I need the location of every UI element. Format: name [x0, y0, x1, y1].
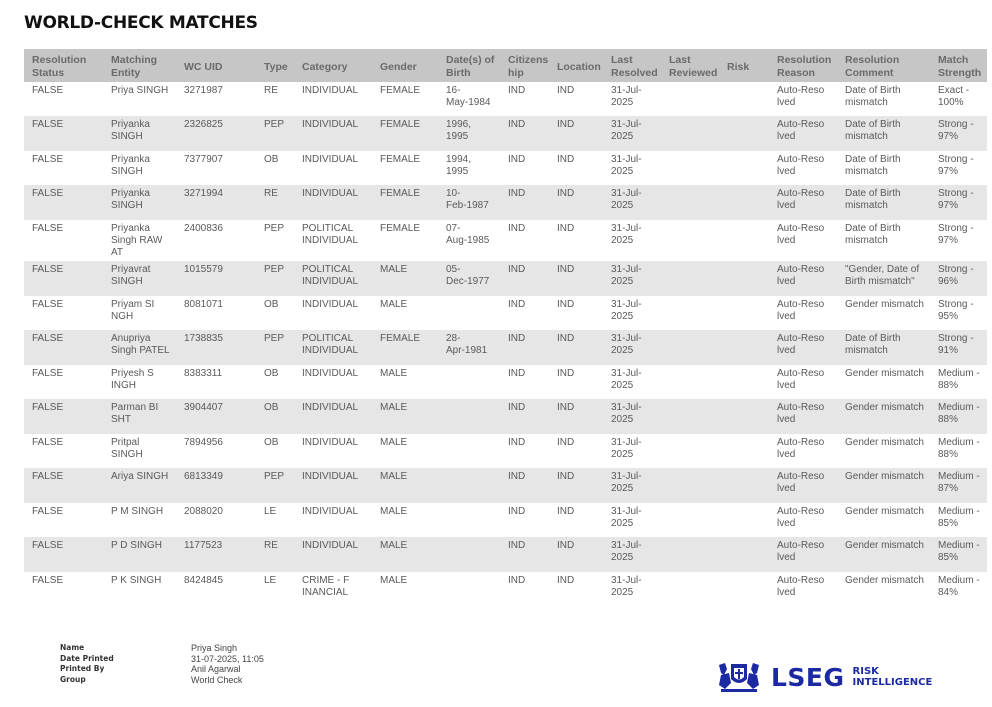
meta-value-printed-by: Anil Agarwal — [191, 664, 241, 674]
cell-type: LE — [256, 572, 294, 606]
cell-location: IND — [549, 151, 603, 185]
cell-match-strength: Medium - 87% — [930, 468, 987, 503]
cell-date-of-birth: 16- May-1984 — [438, 82, 500, 116]
cell-wc-uid: 8081071 — [176, 296, 256, 330]
cell-last-resolved: 31-Jul-2025 — [603, 330, 661, 365]
cell-location: IND — [549, 365, 603, 399]
cell-type: PEP — [256, 330, 294, 365]
cell-date-of-birth — [438, 296, 500, 330]
cell-last-reviewed — [661, 296, 719, 330]
cell-last-reviewed — [661, 330, 719, 365]
cell-gender: FEMALE — [372, 82, 438, 116]
cell-risk — [719, 116, 769, 151]
cell-gender: FEMALE — [372, 185, 438, 220]
cell-category: INDIVIDUAL — [294, 185, 372, 220]
cell-resolution-reason: Auto-Reso lved — [769, 503, 837, 537]
cell-citizenship: IND — [500, 116, 549, 151]
cell-citizenship: IND — [500, 468, 549, 503]
cell-resolution-comment: Date of Birth mismatch — [837, 151, 930, 185]
cell-last-reviewed — [661, 434, 719, 468]
cell-gender: MALE — [372, 399, 438, 434]
column-header-risk: Risk — [719, 49, 769, 82]
cell-resolution-status: FALSE — [24, 296, 103, 330]
cell-category: INDIVIDUAL — [294, 151, 372, 185]
cell-date-of-birth — [438, 434, 500, 468]
cell-resolution-comment: Gender mismatch — [837, 365, 930, 399]
cell-citizenship: IND — [500, 330, 549, 365]
cell-citizenship: IND — [500, 185, 549, 220]
cell-risk — [719, 468, 769, 503]
cell-last-reviewed — [661, 151, 719, 185]
cell-match-strength: Strong - 97% — [930, 116, 987, 151]
cell-date-of-birth: 1996, 1995 — [438, 116, 500, 151]
cell-last-reviewed — [661, 220, 719, 261]
column-header-date-of-birth: Date(s) of Birth — [438, 49, 500, 82]
cell-risk — [719, 537, 769, 572]
lseg-logo — [715, 660, 932, 694]
cell-citizenship: IND — [500, 365, 549, 399]
cell-type: OB — [256, 365, 294, 399]
cell-resolution-reason: Auto-Reso lved — [769, 185, 837, 220]
cell-type: OB — [256, 399, 294, 434]
cell-wc-uid: 8424845 — [176, 572, 256, 606]
cell-resolution-comment: Date of Birth mismatch — [837, 116, 930, 151]
cell-match-strength: Medium - 84% — [930, 572, 987, 606]
column-header-type: Type — [256, 49, 294, 82]
cell-resolution-status: FALSE — [24, 468, 103, 503]
cell-last-resolved: 31-Jul-2025 — [603, 572, 661, 606]
cell-resolution-reason: Auto-Reso lved — [769, 330, 837, 365]
cell-resolution-status: FALSE — [24, 537, 103, 572]
cell-last-reviewed — [661, 365, 719, 399]
cell-resolution-status: FALSE — [24, 116, 103, 151]
cell-location: IND — [549, 468, 603, 503]
cell-last-reviewed — [661, 185, 719, 220]
cell-resolution-reason: Auto-Reso lved — [769, 365, 837, 399]
cell-citizenship: IND — [500, 399, 549, 434]
cell-category: INDIVIDUAL — [294, 503, 372, 537]
cell-date-of-birth: 10- Feb-1987 — [438, 185, 500, 220]
cell-resolution-status: FALSE — [24, 185, 103, 220]
cell-last-reviewed — [661, 537, 719, 572]
meta-label-name: Name — [60, 643, 85, 652]
cell-gender: MALE — [372, 503, 438, 537]
brand-name: LSEG — [771, 662, 845, 692]
cell-type: PEP — [256, 468, 294, 503]
cell-resolution-status: FALSE — [24, 399, 103, 434]
cell-citizenship: IND — [500, 296, 549, 330]
cell-date-of-birth — [438, 365, 500, 399]
cell-type: RE — [256, 82, 294, 116]
cell-type: PEP — [256, 220, 294, 261]
cell-last-resolved: 31-Jul-2025 — [603, 185, 661, 220]
cell-gender: MALE — [372, 468, 438, 503]
cell-risk — [719, 151, 769, 185]
cell-citizenship: IND — [500, 220, 549, 261]
cell-resolution-comment: Gender mismatch — [837, 537, 930, 572]
cell-matching-entity: Priya SINGH — [103, 82, 176, 116]
cell-matching-entity: P K SINGH — [103, 572, 176, 606]
column-header-matching-entity: Matching Entity — [103, 49, 176, 82]
cell-resolution-reason: Auto-Reso lved — [769, 468, 837, 503]
cell-location: IND — [549, 434, 603, 468]
cell-wc-uid: 2088020 — [176, 503, 256, 537]
cell-resolution-reason: Auto-Reso lved — [769, 572, 837, 606]
cell-resolution-reason: Auto-Reso lved — [769, 537, 837, 572]
print-metadata — [60, 643, 311, 685]
cell-matching-entity: Priyanka SINGH — [103, 116, 176, 151]
cell-type: OB — [256, 296, 294, 330]
cell-resolution-comment: Gender mismatch — [837, 296, 930, 330]
cell-type: PEP — [256, 261, 294, 296]
cell-resolution-comment: Gender mismatch — [837, 572, 930, 606]
cell-date-of-birth — [438, 572, 500, 606]
meta-label-printed-by: Printed By — [60, 664, 105, 673]
cell-matching-entity: P M SINGH — [103, 503, 176, 537]
cell-wc-uid: 3271994 — [176, 185, 256, 220]
cell-matching-entity: Priyavrat SINGH — [103, 261, 176, 296]
cell-last-resolved: 31-Jul-2025 — [603, 468, 661, 503]
cell-last-resolved: 31-Jul-2025 — [603, 296, 661, 330]
cell-date-of-birth: 1994, 1995 — [438, 151, 500, 185]
column-header-resolution-reason: Resolution Reason — [769, 49, 837, 82]
cell-resolution-reason: Auto-Reso lved — [769, 434, 837, 468]
cell-resolution-comment: Date of Birth mismatch — [837, 82, 930, 116]
cell-resolution-reason: Auto-Reso lved — [769, 82, 837, 116]
cell-last-reviewed — [661, 82, 719, 116]
cell-gender: FEMALE — [372, 116, 438, 151]
meta-value-name: Priya Singh — [191, 643, 238, 653]
cell-category: CRIME - F INANCIAL — [294, 572, 372, 606]
cell-match-strength: Strong - 95% — [930, 296, 987, 330]
cell-match-strength: Medium - 85% — [930, 503, 987, 537]
cell-resolution-comment: Date of Birth mismatch — [837, 330, 930, 365]
cell-category: POLITICAL INDIVIDUAL — [294, 330, 372, 365]
cell-match-strength: Exact - 100% — [930, 82, 987, 116]
cell-matching-entity: Priyanka Singh RAW AT — [103, 220, 176, 261]
cell-last-resolved: 31-Jul-2025 — [603, 261, 661, 296]
cell-match-strength: Medium - 88% — [930, 399, 987, 434]
cell-wc-uid: 3271987 — [176, 82, 256, 116]
cell-category: INDIVIDUAL — [294, 537, 372, 572]
cell-location: IND — [549, 572, 603, 606]
cell-date-of-birth — [438, 503, 500, 537]
cell-location: IND — [549, 185, 603, 220]
cell-wc-uid: 7894956 — [176, 434, 256, 468]
cell-location: IND — [549, 116, 603, 151]
cell-wc-uid: 1015579 — [176, 261, 256, 296]
cell-type: RE — [256, 185, 294, 220]
cell-wc-uid: 1177523 — [176, 537, 256, 572]
cell-gender: MALE — [372, 261, 438, 296]
cell-wc-uid: 6813349 — [176, 468, 256, 503]
cell-last-resolved: 31-Jul-2025 — [603, 503, 661, 537]
cell-category: INDIVIDUAL — [294, 82, 372, 116]
column-header-last-reviewed: Last Reviewed — [661, 49, 719, 82]
cell-category: POLITICAL INDIVIDUAL — [294, 220, 372, 261]
cell-last-resolved: 31-Jul-2025 — [603, 220, 661, 261]
cell-category: INDIVIDUAL — [294, 296, 372, 330]
cell-gender: MALE — [372, 572, 438, 606]
column-header-citizenship: Citizens hip — [500, 49, 549, 82]
cell-risk — [719, 330, 769, 365]
cell-wc-uid: 2400836 — [176, 220, 256, 261]
meta-value-group: World Check — [191, 674, 243, 685]
cell-risk — [719, 399, 769, 434]
cell-resolution-status: FALSE — [24, 220, 103, 261]
crest-icon — [715, 661, 763, 693]
cell-match-strength: Medium - 88% — [930, 434, 987, 468]
cell-location: IND — [549, 261, 603, 296]
cell-gender: MALE — [372, 434, 438, 468]
column-header-match-strength: Match Strength — [930, 49, 987, 82]
cell-wc-uid: 8383311 — [176, 365, 256, 399]
cell-last-reviewed — [661, 503, 719, 537]
cell-resolution-reason: Auto-Reso lved — [769, 220, 837, 261]
cell-type: OB — [256, 434, 294, 468]
cell-citizenship: IND — [500, 261, 549, 296]
cell-last-reviewed — [661, 261, 719, 296]
cell-matching-entity: Priyesh S INGH — [103, 365, 176, 399]
cell-type: LE — [256, 503, 294, 537]
cell-citizenship: IND — [500, 151, 549, 185]
brand-tagline: RISK INTELLIGENCE — [852, 666, 933, 688]
cell-resolution-reason: Auto-Reso lved — [769, 151, 837, 185]
cell-date-of-birth — [438, 468, 500, 503]
cell-gender: MALE — [372, 296, 438, 330]
cell-gender: FEMALE — [372, 151, 438, 185]
column-header-last-resolved: Last Resolved — [603, 49, 661, 82]
cell-match-strength: Strong - 97% — [930, 220, 987, 261]
cell-last-reviewed — [661, 399, 719, 434]
cell-risk — [719, 296, 769, 330]
cell-type: PEP — [256, 116, 294, 151]
cell-category: INDIVIDUAL — [294, 468, 372, 503]
cell-location: IND — [549, 220, 603, 261]
cell-resolution-status: FALSE — [24, 572, 103, 606]
cell-last-reviewed — [661, 468, 719, 503]
cell-citizenship: IND — [500, 572, 549, 606]
cell-resolution-comment: Gender mismatch — [837, 434, 930, 468]
cell-resolution-status: FALSE — [24, 503, 103, 537]
cell-category: POLITICAL INDIVIDUAL — [294, 261, 372, 296]
cell-date-of-birth: 28- Apr-1981 — [438, 330, 500, 365]
cell-category: INDIVIDUAL — [294, 116, 372, 151]
cell-risk — [719, 261, 769, 296]
cell-resolution-reason: Auto-Reso lved — [769, 296, 837, 330]
cell-gender: MALE — [372, 365, 438, 399]
cell-risk — [719, 434, 769, 468]
cell-resolution-comment: Gender mismatch — [837, 399, 930, 434]
cell-wc-uid: 1738835 — [176, 330, 256, 365]
cell-resolution-reason: Auto-Reso lved — [769, 116, 837, 151]
cell-match-strength: Medium - 85% — [930, 537, 987, 572]
cell-last-resolved: 31-Jul-2025 — [603, 399, 661, 434]
cell-risk — [719, 82, 769, 116]
cell-matching-entity: Pritpal SINGH — [103, 434, 176, 468]
page-title: WORLD-CHECK MATCHES — [24, 13, 258, 33]
meta-value-date: 31-07-2025, 11:05 — [191, 653, 264, 664]
cell-type: OB — [256, 151, 294, 185]
column-header-gender: Gender — [372, 49, 438, 82]
cell-resolution-status: FALSE — [24, 434, 103, 468]
cell-gender: FEMALE — [372, 220, 438, 261]
cell-matching-entity: Ariya SINGH — [103, 468, 176, 503]
cell-matching-entity: Priyanka SINGH — [103, 151, 176, 185]
cell-risk — [719, 572, 769, 606]
cell-citizenship: IND — [500, 82, 549, 116]
cell-resolution-status: FALSE — [24, 261, 103, 296]
cell-category: INDIVIDUAL — [294, 434, 372, 468]
cell-resolution-reason: Auto-Reso lved — [769, 399, 837, 434]
cell-matching-entity: Priyam SI NGH — [103, 296, 176, 330]
cell-citizenship: IND — [500, 434, 549, 468]
cell-last-reviewed — [661, 572, 719, 606]
cell-gender: FEMALE — [372, 330, 438, 365]
cell-risk — [719, 365, 769, 399]
column-header-wc-uid: WC UID — [176, 49, 256, 82]
cell-last-resolved: 31-Jul-2025 — [603, 365, 661, 399]
cell-risk — [719, 220, 769, 261]
column-header-category: Category — [294, 49, 372, 82]
cell-resolution-comment: "Gender, Date of Birth mismatch" — [837, 261, 930, 296]
cell-match-strength: Strong - 96% — [930, 261, 987, 296]
cell-category: INDIVIDUAL — [294, 365, 372, 399]
cell-gender: MALE — [372, 537, 438, 572]
cell-resolution-status: FALSE — [24, 151, 103, 185]
cell-last-resolved: 31-Jul-2025 — [603, 116, 661, 151]
column-header-location: Location — [549, 49, 603, 82]
cell-location: IND — [549, 296, 603, 330]
cell-resolution-reason: Auto-Reso lved — [769, 261, 837, 296]
cell-citizenship: IND — [500, 503, 549, 537]
cell-matching-entity: Parman BI SHT — [103, 399, 176, 434]
column-header-resolution-status: Resolution Status — [24, 49, 103, 82]
meta-label-group: Group — [60, 674, 86, 684]
cell-resolution-status: FALSE — [24, 330, 103, 365]
cell-wc-uid: 3904407 — [176, 399, 256, 434]
cell-resolution-comment: Date of Birth mismatch — [837, 220, 930, 261]
cell-match-strength: Medium - 88% — [930, 365, 987, 399]
cell-match-strength: Strong - 97% — [930, 185, 987, 220]
cell-date-of-birth: 07- Aug-1985 — [438, 220, 500, 261]
cell-matching-entity: Anupriya Singh PATEL — [103, 330, 176, 365]
cell-date-of-birth: 05- Dec-1977 — [438, 261, 500, 296]
cell-last-resolved: 31-Jul-2025 — [603, 151, 661, 185]
cell-citizenship: IND — [500, 537, 549, 572]
cell-last-resolved: 31-Jul-2025 — [603, 434, 661, 468]
cell-date-of-birth — [438, 399, 500, 434]
cell-location: IND — [549, 330, 603, 365]
cell-match-strength: Strong - 97% — [930, 151, 987, 185]
cell-resolution-status: FALSE — [24, 82, 103, 116]
matches-table — [24, 49, 987, 606]
cell-matching-entity: Priyanka SINGH — [103, 185, 176, 220]
cell-date-of-birth — [438, 537, 500, 572]
cell-last-reviewed — [661, 116, 719, 151]
cell-location: IND — [549, 537, 603, 572]
cell-risk — [719, 503, 769, 537]
cell-location: IND — [549, 399, 603, 434]
cell-last-resolved: 31-Jul-2025 — [603, 537, 661, 572]
column-header-resolution-comment: Resolution Comment — [837, 49, 930, 82]
cell-type: RE — [256, 537, 294, 572]
cell-resolution-comment: Gender mismatch — [837, 503, 930, 537]
cell-matching-entity: P D SINGH — [103, 537, 176, 572]
cell-last-resolved: 31-Jul-2025 — [603, 82, 661, 116]
meta-label-date: Date Printed — [60, 653, 114, 663]
cell-risk — [719, 185, 769, 220]
cell-match-strength: Strong - 91% — [930, 330, 987, 365]
cell-location: IND — [549, 82, 603, 116]
cell-wc-uid: 7377907 — [176, 151, 256, 185]
cell-wc-uid: 2326825 — [176, 116, 256, 151]
cell-resolution-comment: Gender mismatch — [837, 468, 930, 503]
cell-resolution-status: FALSE — [24, 365, 103, 399]
cell-location: IND — [549, 503, 603, 537]
cell-resolution-comment: Date of Birth mismatch — [837, 185, 930, 220]
cell-category: INDIVIDUAL — [294, 399, 372, 434]
